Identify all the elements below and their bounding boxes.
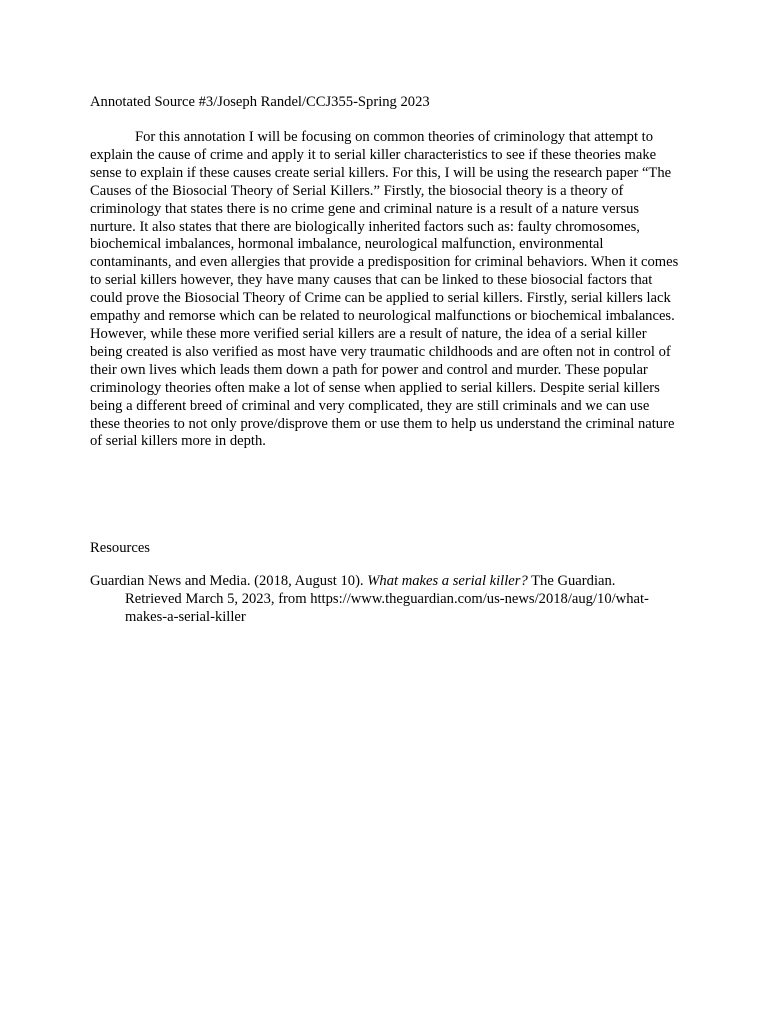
annotation-paragraph: For this annotation I will be focusing on common theories of criminology that attempt to explain the cause of crime and apply it to serial killer characteristics to see if these theories make sense to explain if these causes create serial killers. For this, I will be using the research paper “The Causes of the Biosocial Theory of Serial Killers.” Firstly, the biosocial theory is a theory of criminology that states there is no crime gene and criminal nature is a result of a nature versus nurture. It also states that there are biologically inherited factors such as: faulty chromosomes, biochemical imbalances, hormonal imbalance, neurological malfunction, environmental contaminants, and even allergies that provide a predisposition for criminal behaviors. When it comes to serial killers however, they have many causes that can be linked to these biosocial factors that could prove the Biosocial Theory of Crime can be applied to serial killers. Firstly, serial killers lack empathy and remorse which can be related to neurological malfunctions or biochemical imbalances. However, while these more verified serial killers are a result of nature, the idea of a serial killer being created is also verified as most have very traumatic childhoods and are often not in control of their own lives which leads them down a path for power and control and murder. These popular criminology theories often make a lot of sense when applied to serial killers. Despite serial killers being a different breed of criminal and very complicated, they are still criminals and we can use these theories to not only prove/disprove them or use them to help us understand the criminal nature of serial killers more in depth.: [90, 129, 679, 450]
citation-article-title: What makes a serial killer?: [367, 573, 528, 589]
citation-author-date: Guardian News and Media. (2018, August 10).: [90, 573, 368, 589]
resources-heading: Resources: [90, 540, 150, 556]
citation-entry: [90, 573, 675, 627]
citation-source-retrieval: The Guardian. Retrieved March 5, 2023, from https://www.theguardian.com/us-news/2018/aug/10/what-makes-a-serial-killer: [125, 573, 649, 625]
document-title: Annotated Source #3/Joseph Randel/CCJ355-Spring 2023: [90, 94, 430, 110]
